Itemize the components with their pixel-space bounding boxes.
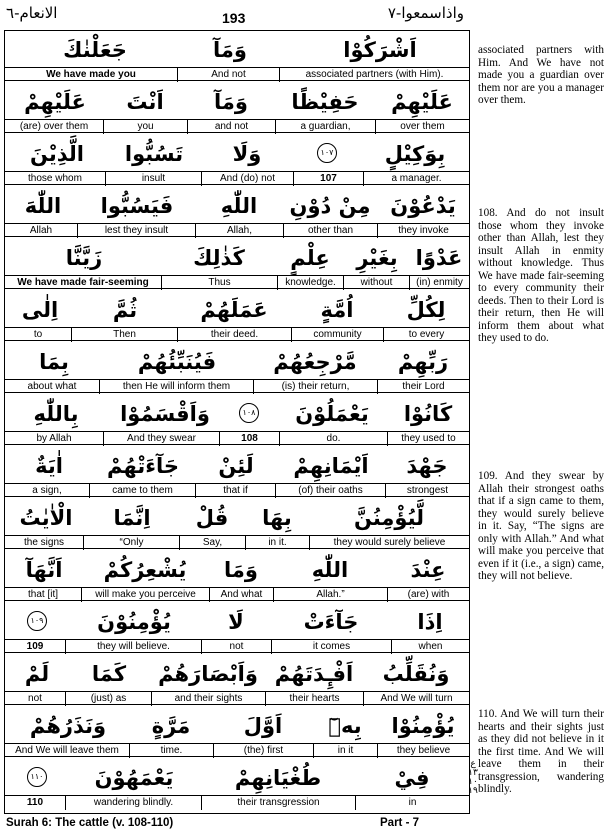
translation-cell: a guardian, bbox=[275, 120, 375, 134]
arabic-word: كَذٰلِكَ bbox=[193, 246, 245, 270]
translation-cell: then He will inform them bbox=[99, 380, 253, 394]
surah-header-arabic: الانعام-٦ bbox=[6, 4, 58, 22]
arabic-line bbox=[5, 83, 469, 119]
ruku-marker: ع ١٣ ١٠ ١٩ bbox=[468, 759, 478, 796]
translation-cell: Allah bbox=[29, 225, 53, 236]
arabic-word: لَا bbox=[228, 610, 244, 634]
translation-cell: Then bbox=[71, 328, 177, 342]
translation-cell: And what bbox=[209, 588, 273, 602]
verse-number-cell: 107 bbox=[293, 172, 363, 186]
translation-note: 109. And they swear by Allah their strongest oaths that if a sign came to them, they would surely believe in it. Say, “The signs are only with Allah.” And what will make you perceive that even if it (i.e., a sign) came, they will not believe. bbox=[478, 470, 604, 582]
english-line bbox=[5, 327, 469, 341]
arabic-word: اِذَا bbox=[417, 610, 443, 634]
arabic-word: جَآءَتْ bbox=[303, 610, 359, 634]
verse-row bbox=[5, 239, 469, 291]
translation-cell: We have made fair-seeming bbox=[17, 277, 149, 288]
arabic-word: لَئِنْ bbox=[218, 454, 254, 478]
arabic-line bbox=[5, 655, 469, 691]
english-line bbox=[5, 171, 469, 185]
translation-cell: a manager. bbox=[363, 172, 469, 186]
arabic-word: يُؤْمِنُوْنَ bbox=[97, 610, 171, 634]
translation-cell: (the) first bbox=[213, 744, 313, 758]
arabic-line bbox=[5, 291, 469, 327]
arabic-word: الَّذِيْنَ bbox=[30, 142, 84, 166]
arabic-word: اللّٰهِ bbox=[311, 558, 349, 582]
english-line bbox=[5, 587, 469, 601]
translation-cell: the signs bbox=[23, 537, 65, 548]
arabic-word: عَدْوًا bbox=[415, 246, 463, 270]
arabic-word: عَلَيْهِمْ bbox=[24, 90, 86, 114]
english-line bbox=[5, 379, 469, 393]
translation-cell: by Allah bbox=[36, 433, 72, 444]
arabic-word: طُغْيَانِهِمْ bbox=[234, 766, 322, 790]
arabic-word: مَّرْجِعُهُمْ bbox=[273, 350, 357, 374]
arabic-word: حَفِيْظًا bbox=[291, 90, 359, 114]
arabic-word: يُشْعِرُكُمْ bbox=[103, 558, 187, 582]
arabic-word: وَاَبْصَارَهُمْ bbox=[158, 662, 258, 686]
translation-cell: that if bbox=[195, 484, 275, 498]
translation-cell: (is) their return, bbox=[253, 380, 377, 394]
translation-cell: “Only bbox=[83, 536, 179, 550]
translation-cell: they invoke bbox=[377, 224, 469, 238]
arabic-word: وَنَذَرُهُمْ bbox=[29, 714, 107, 738]
arabic-word: جَعَلْنٰكَ bbox=[63, 38, 127, 62]
arabic-word: بِوَكِيْلٍ bbox=[384, 142, 446, 166]
arabic-word: وَنُقَلِّبُ bbox=[382, 662, 450, 686]
arabic-word: اَنَّهَآ bbox=[25, 558, 63, 582]
verse-row bbox=[5, 343, 469, 395]
arabic-word: فَيُنَبِّئُهُمْ bbox=[137, 350, 217, 374]
translation-cell: in it. bbox=[245, 536, 309, 550]
translation-cell: in bbox=[355, 796, 469, 810]
translation-cell: to every bbox=[383, 328, 469, 342]
ayah-number-marker: ١٠٩ bbox=[27, 611, 47, 631]
translation-cell: will make you perceive bbox=[81, 588, 209, 602]
translation-cell: insult bbox=[105, 172, 201, 186]
translation-cell: they believe bbox=[377, 744, 469, 758]
translation-cell: other than bbox=[283, 224, 377, 238]
translation-cell: (are) with bbox=[387, 588, 469, 602]
english-line bbox=[5, 691, 469, 705]
translation-cell: without bbox=[343, 276, 409, 290]
arabic-word: ثُمَّ bbox=[112, 298, 138, 322]
ayah-number-marker: ١١٠ bbox=[27, 767, 47, 787]
arabic-line bbox=[5, 187, 469, 223]
verse-row bbox=[5, 135, 469, 187]
arabic-word: وَمَآ bbox=[213, 38, 247, 62]
arabic-word: فَيَسُبُّوا bbox=[100, 194, 174, 218]
translation-cell: they used to bbox=[387, 432, 469, 446]
arabic-word: جَآءَتْهُمْ bbox=[107, 454, 179, 478]
surah-footer: Surah 6: The cattle (v. 108-110) bbox=[6, 817, 174, 829]
arabic-word: عَمَلَهُمْ bbox=[200, 298, 268, 322]
english-line bbox=[5, 535, 469, 549]
verse-row bbox=[5, 759, 469, 813]
translation-cell: We have made you bbox=[46, 69, 136, 80]
arabic-word: جَهْدَ bbox=[406, 454, 448, 478]
translation-cell: about what bbox=[27, 381, 77, 392]
translation-cell: their hearts bbox=[265, 692, 363, 706]
arabic-word: قُلْ bbox=[195, 506, 229, 530]
arabic-line bbox=[5, 447, 469, 483]
translation-cell: that [it] bbox=[27, 589, 58, 600]
translation-cell: their Lord bbox=[377, 380, 469, 394]
verse-row bbox=[5, 83, 469, 135]
verse-row bbox=[5, 499, 469, 551]
translation-cell: And We will leave them bbox=[15, 745, 119, 756]
ayah-number-marker: ١٠٨ bbox=[239, 403, 259, 423]
arabic-word: وَلَا bbox=[232, 142, 262, 166]
verse-row bbox=[5, 655, 469, 707]
part-footer: Part - 7 bbox=[380, 817, 419, 829]
translation-cell: knowledge. bbox=[277, 276, 343, 290]
translation-note: associated partners with Him. And We have not made you a guardian over them nor are you a manager over them. bbox=[478, 44, 604, 106]
translation-cell: and not bbox=[187, 120, 275, 134]
translation-cell: And not bbox=[177, 68, 279, 82]
arabic-word: يَعْمَهُوْنَ bbox=[94, 766, 174, 790]
arabic-word: اُمَّةٍ bbox=[320, 298, 354, 322]
translation-cell: do. bbox=[279, 432, 387, 446]
translation-cell: those whom bbox=[28, 173, 82, 184]
arabic-line bbox=[5, 499, 469, 535]
verse-number-cell: 109 bbox=[26, 641, 44, 652]
translation-cell: they would surely believe bbox=[309, 536, 469, 550]
verse-row bbox=[5, 707, 469, 759]
translation-cell: lest they insult bbox=[77, 224, 195, 238]
english-line bbox=[5, 223, 469, 237]
arabic-word: بِغَيْرِ bbox=[356, 246, 398, 270]
word-by-word-grid bbox=[4, 30, 470, 814]
arabic-word: لِكُلِّ bbox=[406, 298, 446, 322]
translation-cell: associated partners (with Him). bbox=[279, 68, 469, 82]
arabic-word: اِلٰى bbox=[21, 298, 59, 322]
translation-cell: a sign, bbox=[32, 485, 62, 496]
verse-number-cell: 110 bbox=[26, 797, 44, 808]
arabic-line bbox=[5, 31, 469, 67]
english-line bbox=[5, 795, 469, 809]
translation-cell: not bbox=[28, 693, 42, 704]
arabic-word: فِيْ bbox=[394, 766, 430, 790]
translation-cell: Allah, bbox=[195, 224, 283, 238]
arabic-word: اِنَّمَا bbox=[113, 506, 151, 530]
arabic-word: مَرَّةٍ bbox=[151, 714, 191, 738]
arabic-line bbox=[5, 707, 469, 743]
arabic-word: وَاَقْسَمُوْا bbox=[120, 402, 210, 426]
arabic-word: اَشْرَكُوْا bbox=[343, 38, 417, 62]
arabic-word: بِهٖٓ bbox=[328, 714, 362, 738]
arabic-word: عِنْدَ bbox=[410, 558, 446, 582]
english-line bbox=[5, 275, 469, 289]
arabic-word: لَّيُؤْمِنُنَّ bbox=[353, 506, 425, 530]
translation-cell: you bbox=[103, 120, 187, 134]
translation-cell: community bbox=[291, 328, 383, 342]
translation-cell: (in) enmity bbox=[409, 276, 469, 290]
english-line bbox=[5, 119, 469, 133]
translation-cell: and their sights bbox=[151, 692, 265, 706]
arabic-word: تَسُبُّوا bbox=[124, 142, 184, 166]
translation-cell: over them bbox=[375, 120, 469, 134]
arabic-word: اَوَّلَ bbox=[243, 714, 283, 738]
translation-cell: And We will turn bbox=[363, 692, 469, 706]
arabic-word: اَيْمَانِهِمْ bbox=[293, 454, 369, 478]
translation-cell: (of) their oaths bbox=[275, 484, 385, 498]
arabic-line bbox=[5, 343, 469, 379]
arabic-word: يُؤْمِنُوْا bbox=[391, 714, 455, 738]
translation-cell: And (do) not bbox=[201, 172, 293, 186]
arabic-word: عَلَيْهِمْ bbox=[391, 90, 453, 114]
arabic-line bbox=[5, 135, 469, 171]
arabic-word: كَمَا bbox=[91, 662, 127, 686]
arabic-word: بِاللّٰهِ bbox=[33, 402, 79, 426]
translation-cell: And they swear bbox=[103, 432, 219, 446]
english-line bbox=[5, 483, 469, 497]
translation-cell: when bbox=[391, 640, 469, 654]
english-line bbox=[5, 743, 469, 757]
translation-cell: to bbox=[33, 329, 43, 340]
page-number: 193 bbox=[222, 10, 246, 26]
english-line bbox=[5, 67, 469, 81]
arabic-line bbox=[5, 239, 469, 275]
arabic-word: لَمْ bbox=[24, 662, 50, 686]
translation-cell: time. bbox=[129, 744, 213, 758]
verse-number-cell: 108 bbox=[219, 432, 279, 446]
verse-row bbox=[5, 31, 469, 83]
translation-cell: not bbox=[201, 640, 271, 654]
verse-row bbox=[5, 395, 469, 447]
verse-row bbox=[5, 187, 469, 239]
translation-cell: came to them bbox=[89, 484, 195, 498]
arabic-word: بِهَا bbox=[262, 506, 292, 530]
translation-cell: Say, bbox=[179, 536, 245, 550]
part-header-arabic: واذاسمعوا-٧ bbox=[387, 4, 464, 22]
translation-note: 108. And do not insult those whom they invoke other than Allah, lest they insult Allah in enmity without knowledge. Thus We have made fair-seeming to every community their deeds. Then to their Lord is their return, then He will inform them about what they used to do. bbox=[478, 207, 604, 344]
arabic-line bbox=[5, 395, 469, 431]
translation-cell: in it bbox=[313, 744, 377, 758]
translation-cell: wandering blindly. bbox=[65, 796, 201, 810]
arabic-word: زَيَّنَّا bbox=[65, 246, 103, 270]
arabic-word: رَبِّهِمْ bbox=[397, 350, 449, 374]
english-line bbox=[5, 431, 469, 445]
translation-cell: Allah.” bbox=[273, 588, 387, 602]
translation-cell: their deed. bbox=[177, 328, 291, 342]
verse-row bbox=[5, 551, 469, 603]
verse-row bbox=[5, 603, 469, 655]
arabic-line bbox=[5, 759, 469, 795]
arabic-word: اَفْـِٕدَتَهُمْ bbox=[274, 662, 354, 686]
translation-cell: (just) as bbox=[65, 692, 151, 706]
ayah-number-marker: ١٠٧ bbox=[317, 143, 337, 163]
arabic-word: اَنْتَ bbox=[126, 90, 164, 114]
arabic-line bbox=[5, 603, 469, 639]
translation-cell: their transgression bbox=[201, 796, 355, 810]
translation-cell: it comes bbox=[271, 640, 391, 654]
verse-row bbox=[5, 447, 469, 499]
arabic-word: اللّٰهِ bbox=[220, 194, 258, 218]
arabic-word: وَمَآ bbox=[214, 90, 248, 114]
translation-cell: strongest bbox=[385, 484, 469, 498]
arabic-word: يَدْعُوْنَ bbox=[390, 194, 456, 218]
translation-cell: Thus bbox=[161, 276, 277, 290]
translation-note: 110. And We will turn their hearts and their sights just as they did not believe in it the first time. And We will leave them in their transgression, wandering blindly. bbox=[478, 708, 604, 795]
verse-row bbox=[5, 291, 469, 343]
translation-cell: (are) over them bbox=[19, 121, 89, 132]
arabic-word: كَانُوْا bbox=[403, 402, 453, 426]
arabic-word: عِلْمٍ bbox=[290, 246, 330, 270]
arabic-word: اللّٰهَ bbox=[24, 194, 62, 218]
arabic-word: بِمَا bbox=[39, 350, 69, 374]
arabic-word: مِنْ دُوْنِ bbox=[289, 194, 371, 218]
arabic-line bbox=[5, 551, 469, 587]
translation-cell: they will believe. bbox=[65, 640, 201, 654]
english-line bbox=[5, 639, 469, 653]
arabic-word: اٰيَةٌ bbox=[35, 454, 63, 478]
arabic-word: الْاٰيٰتُ bbox=[19, 506, 73, 530]
arabic-word: وَمَا bbox=[224, 558, 258, 582]
arabic-word: يَعْمَلُوْنَ bbox=[295, 402, 369, 426]
